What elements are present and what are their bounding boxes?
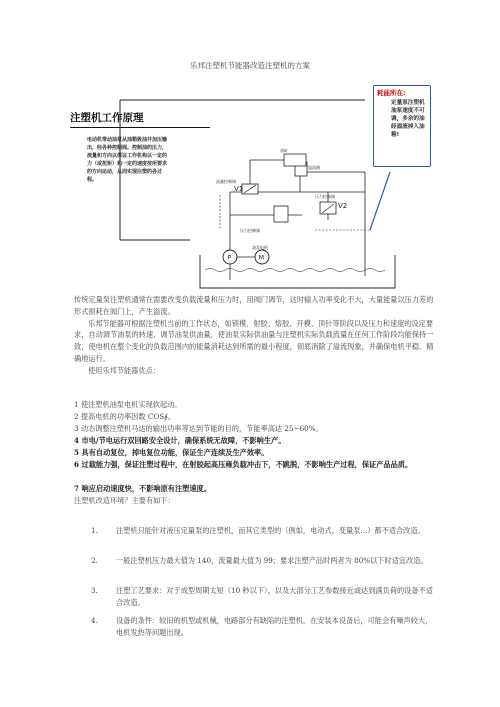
advantage-item: 4 市电/节电运行双回路安全设计，确保系统无故障，不影响生产。 [74, 436, 286, 445]
note-title: 耗能所在: [377, 89, 406, 97]
env-item-text: 注塑机只能针对液压定量泵的注塑机，而其它类型的（例如，电动式，变量泵...）都不适合改造。 [116, 526, 425, 535]
pressure-valve-label-1: 压力控制阀 [240, 228, 260, 233]
figure-description: 电动机带动油泵从油箱吸油并加压输出，经各种控制阀。控制油的压力，流量和方向以保证工作机构以一定的力（或扭矩）和一定的速度按所要求的方向运动，从而实现注塑的各过程。 [87, 137, 168, 183]
advantage-item: 3 动态调整注塑机马达的输出功率等达到节能的目的，节能率高达 25~60%。 [74, 424, 323, 433]
page-title: 乐邦注塑机节能器改造注塑机的方案 [190, 61, 310, 70]
motor-letter: M [258, 253, 265, 262]
paragraph-1: 传统定量泵注塑机通常在需要改变负载流量和压力时，用阀门调节，这时输入功率变化不大，大量能量以压力差的形式损耗在阀门上，产生溢流。 [74, 295, 434, 316]
pump-letter: P [227, 253, 232, 262]
energy-loss-note [373, 85, 431, 167]
v1-label: V1 [234, 185, 244, 193]
v2-valve-symbol [320, 202, 336, 214]
advantage-item: 1 使注塑机油泵电机实现软起动。 [74, 400, 182, 409]
env-item-number: 2. [91, 556, 98, 565]
figure-heading: 注塑机工作原理 [70, 110, 210, 128]
advantage-item: 5 具有自动复位，掉电复位功能，保证生产连续及生产效率。 [74, 448, 269, 457]
env-item [74, 525, 438, 549]
relief-valve-label: 溢流阀 [308, 165, 320, 170]
env-item-text: 设备的条件：较旧的机型或机械，电路部分有缺陷的注塑机，在安装本设备后，可能会有噪声较大，电机发热等问题出现。 [116, 616, 433, 637]
env-item-text: 注塑工艺要求：对于成型周期太短（10 秒以下），以及大部分工艺参数接近或达到满负荷的设备不适合改造。 [116, 586, 433, 607]
cylinder-symbol [284, 154, 306, 166]
motor-label: 油泵电机 [252, 245, 268, 250]
flow-valve-label: 流量控制阀 [216, 179, 236, 184]
advantage-item: 7 响应启动速度快，不影响原有注塑速度。 [74, 484, 211, 493]
note-arrow [370, 172, 390, 230]
env-item-number: 3. [91, 586, 98, 595]
pressure-valve-symbol [274, 206, 288, 222]
body-text [74, 294, 438, 377]
env-item-number: 1. [91, 526, 98, 535]
injection-machine-figure [70, 80, 425, 290]
env-item [74, 615, 438, 639]
paragraph-2: 乐邦节能器可根据注塑机当前的工作状态，如锁模、射胶、熔胶、开模、顶针等阶段以及压力和速度的设定要求，自动调节油泵的转速，调节油泵供油量，使油泵实际供油量与注塑机实际负载流量在任何工作阶段均能保持一致，使电机在整个变化的负载范围内的能量消耗达到所需的最小程度，彻底消除了溢流现象，并确保电机平稳、精确地运行。 [74, 318, 434, 363]
paragraph-3: 使用乐邦节能器优点： [88, 365, 160, 375]
pressure-valve-label-2: 压力控制阀 [315, 194, 335, 199]
env-intro: 注塑机改造环境？主要有如下： [74, 496, 175, 505]
cylinder-label: 油缸 [280, 148, 288, 153]
env-item-text: 一般注塑机压力最大值为 140，流量最大值为 99；要求注塑产品时两者为 80%以下时适宜改造。 [116, 556, 428, 565]
v2-label: V2 [338, 202, 348, 210]
advantage-item: 2 提高电机的功率因数 COS∮。 [74, 412, 176, 421]
advantage-item: 6 过载能力强，保证注塑过程中，在射胶起高压雍负载冲击下，不跳脱，不影响生产过程，保证产品品质。 [74, 460, 413, 469]
note-text: 定量泵注塑机油泵速度不可调，多余的油经溢流掉入油箱! [391, 100, 425, 139]
env-item-number: 4. [91, 616, 98, 625]
oil-surface [205, 269, 385, 272]
env-item [74, 555, 438, 579]
env-item [74, 585, 438, 609]
